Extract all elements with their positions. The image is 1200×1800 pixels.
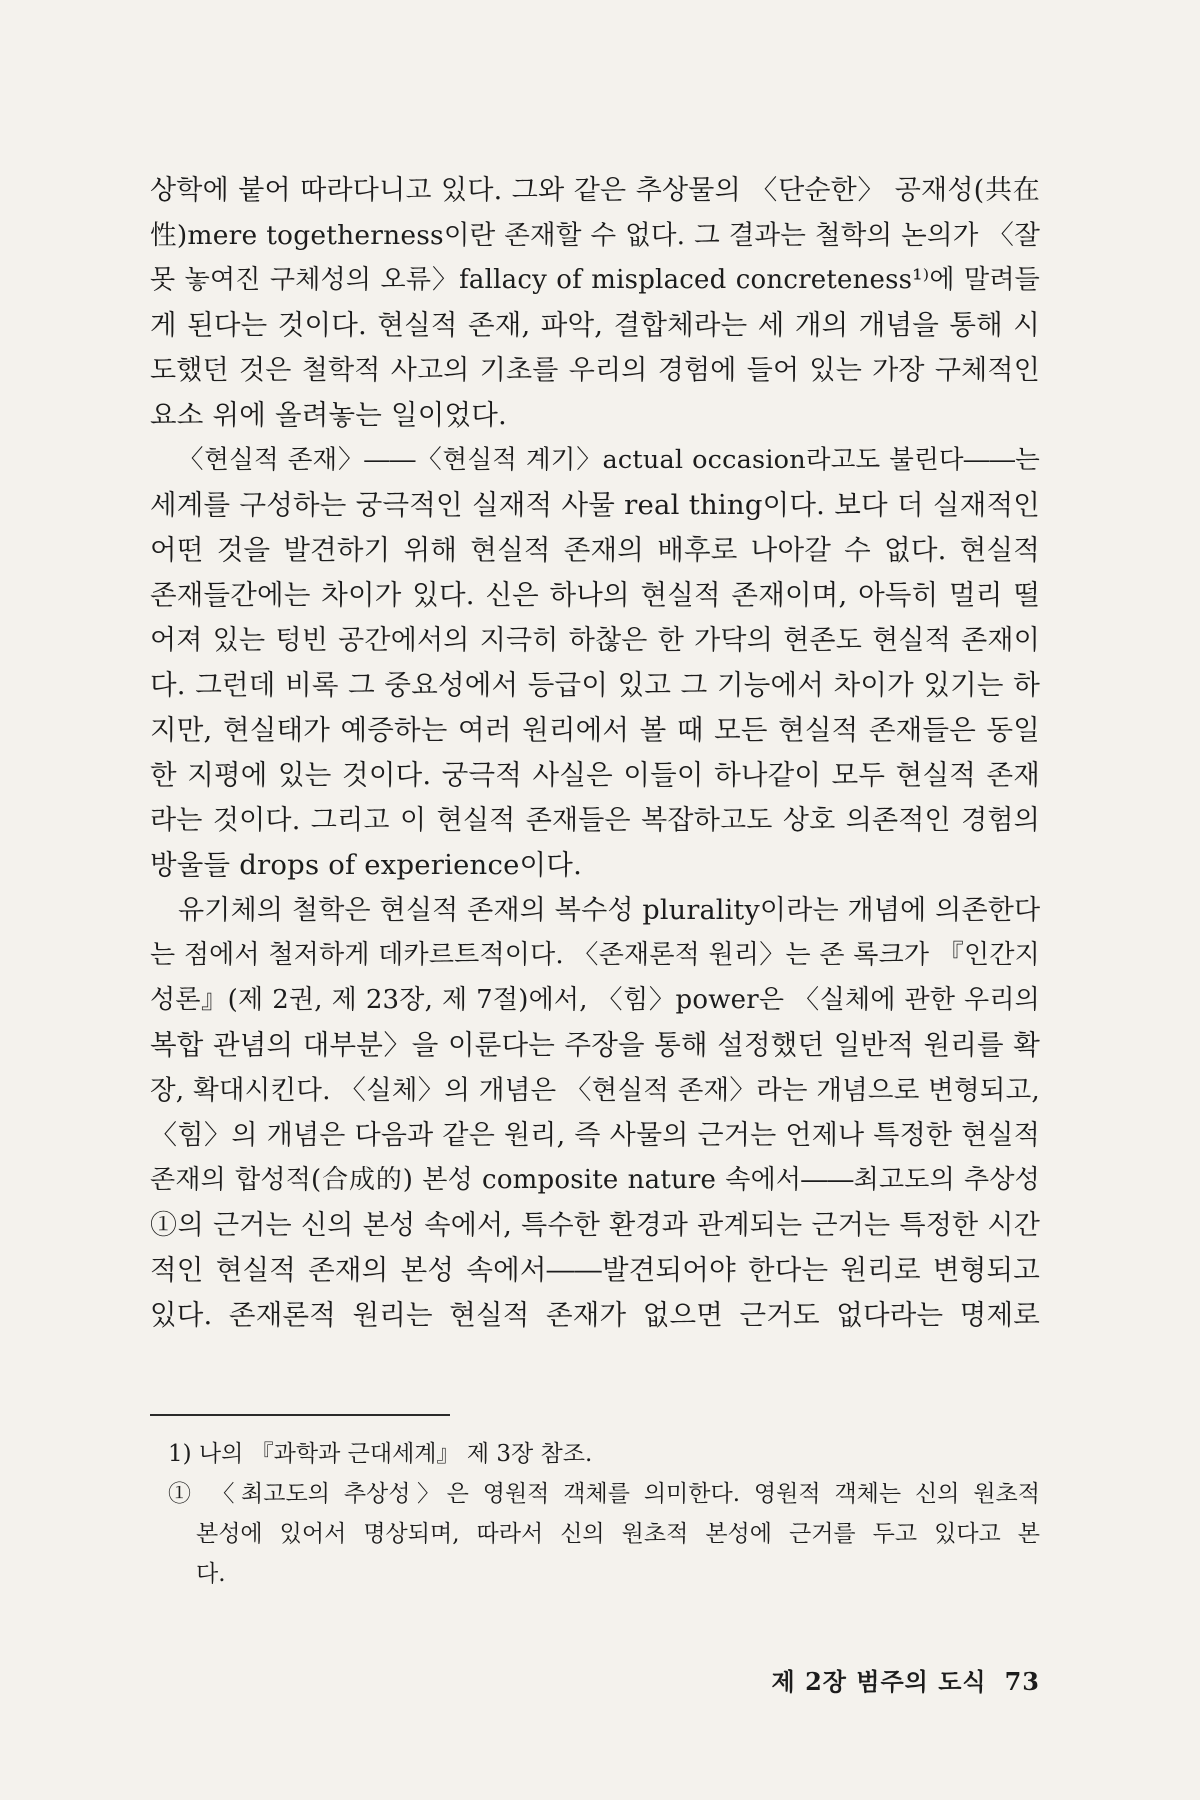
- text-line: 존재의 합성적(合成的) 본성 composite nature 속에서――최고도의 추상성: [150, 1165, 1040, 1195]
- text-line: 방울들 drops of experience이다.: [150, 849, 583, 881]
- text-line: 적인 현실적 존재의 본성 속에서――발견되어야 한다는 원리로 변형되고: [150, 1254, 1040, 1286]
- footnote-circled-1: ① 〈최고도의 추상성〉은 영원적 객체를 의미한다. 영원적 객체는 신의 원초적: [168, 1481, 1040, 1507]
- text-line: 성론』(제 2권, 제 23장, 제 7절)에서, 〈힘〉power은 〈실체에 관한 우리의: [150, 985, 1040, 1015]
- text-line: 유기체의 철학은 현실적 존재의 복수성 plurality이라는 개념에 의존한다: [178, 895, 1041, 926]
- text-line: 〈힘〉의 개념은 다음과 같은 원리, 즉 사물의 근거는 언제나 특정한 현실적: [150, 1120, 1040, 1151]
- page-number: 73: [1004, 1667, 1040, 1696]
- footnotes: [168, 1434, 1040, 1594]
- footnote-1: 1) 나의 『과학과 근대세계』 제 3장 참조.: [168, 1441, 593, 1467]
- main-text: [150, 168, 1040, 1338]
- text-line: 라는 것이다. 그리고 이 현실적 존재들은 복잡하고도 상호 의존적인 경험의: [150, 805, 1040, 836]
- text-line: 도했던 것은 철학적 사고의 기초를 우리의 경험에 들어 있는 가장 구체적인: [150, 355, 1040, 386]
- text-line: 다. 그런데 비록 그 중요성에서 등급이 있고 그 기능에서 차이가 있기는 하: [150, 669, 1040, 701]
- text-line: ①의 근거는 신의 본성 속에서, 특수한 환경과 관계되는 근거는 특정한 시간: [150, 1210, 1040, 1241]
- text-line: 세계를 구성하는 궁극적인 실재적 사물 real thing이다. 보다 더 실재적인: [150, 489, 1040, 521]
- text-line: 복합 관념의 대부분〉을 이룬다는 주장을 통해 설정했던 일반적 원리를 확: [150, 1029, 1040, 1061]
- text-line: 상학에 붙어 따라다니고 있다. 그와 같은 추상물의 〈단순한〉 공재성(共在: [150, 175, 1040, 206]
- text-line: 〈현실적 존재〉――〈현실적 계기〉actual occasion라고도 불린다――는: [178, 445, 1040, 475]
- text-line: 는 점에서 철저하게 데카르트적이다. 〈존재론적 원리〉는 존 록크가 『인간지: [150, 940, 1040, 970]
- text-line: 있다. 존재론적 원리는 현실적 존재가 없으면 근거도 없다라는 명제로: [150, 1299, 1040, 1331]
- text-line: 장, 확대시킨다. 〈실체〉의 개념은 〈현실적 존재〉라는 개념으로 변형되고,: [150, 1075, 1040, 1106]
- footnote-circled-1-cont: 다.: [196, 1561, 226, 1587]
- text-line: 어져 있는 텅빈 공간에서의 지극히 하찮은 한 가닥의 현존도 현실적 존재이: [150, 625, 1040, 656]
- text-line: 한 지평에 있는 것이다. 궁극적 사실은 이들이 하나같이 모두 현실적 존재: [150, 759, 1040, 791]
- text-line: 요소 위에 올려놓는 일이었다.: [150, 399, 507, 431]
- text-line: 性)mere togetherness이란 존재할 수 없다. 그 결과는 철학의 논의가 〈잘: [150, 220, 1040, 251]
- footnote-divider: [150, 1414, 450, 1416]
- text-line: 존재들간에는 차이가 있다. 신은 하나의 현실적 존재이며, 아득히 멀리 떨: [150, 579, 1040, 611]
- text-line: 게 된다는 것이다. 현실적 존재, 파악, 결합체라는 세 개의 개념을 통해 시: [150, 309, 1040, 341]
- footnote-circled-1-cont: 본성에 있어서 명상되며, 따라서 신의 원초적 본성에 근거를 두고 있다고 본: [196, 1521, 1040, 1547]
- running-footer: [772, 1662, 1040, 1697]
- text-line: 어떤 것을 발견하기 위해 현실적 존재의 배후로 나아갈 수 없다. 현실적: [150, 534, 1040, 566]
- text-line: 못 놓여진 구체성의 오류〉fallacy of misplaced concreteness¹⁾에 말려들: [150, 265, 1040, 295]
- text-line: 지만, 현실태가 예증하는 여러 원리에서 볼 때 모든 현실적 존재들은 동일: [150, 714, 1040, 746]
- chapter-title: 제 2장 범주의 도식: [771, 1667, 987, 1696]
